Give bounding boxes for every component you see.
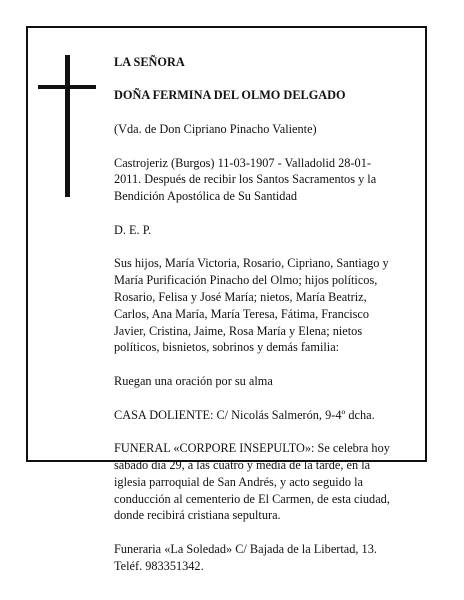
title-line: LA SEÑORA <box>114 54 185 69</box>
cross-icon-crossbar <box>38 85 96 89</box>
deceased-name: DOÑA FERMINA DEL OLMO DELGADO <box>114 88 346 103</box>
funeral-paragraph: FUNERAL «CORPORE INSEPULTO»: Se celebra hoy sábado día 29, a las cuatro y media de la tarde, en la iglesia parroquial de San Andrés, y acto seguido la conducción al cementerio de El Carmen, de esta ciudad, donde recibirá cristiana sepultura. <box>114 441 390 523</box>
cross-icon <box>65 55 70 197</box>
prayer-line: Ruegan una oración por su alma <box>114 373 273 388</box>
obituary-text <box>114 37 426 591</box>
dates-paragraph: Castrojeriz (Burgos) 11-03-1907 - Valladolid 28-01- 2011. Después de recibir los Santos Sacramentos y la Bendición Apostólica de Su Santidad <box>114 155 377 204</box>
house-line: CASA DOLIENTE: C/ Nicolás Salmerón, 9-4º dcha. <box>114 407 375 422</box>
family-paragraph: Sus hijos, María Victoria, Rosario, Cipriano, Santiago y María Purificación Pinacho del Olmo; hijos políticos, Rosario, Felisa y José María; nietos, María Beatriz, Carlos, Ana María, María Teresa, Fátima, Francisco Javier, Cristina, Jaime, Rosa María y Elena; nietos políticos, bisnietos, sobrinos y demás familia: <box>114 256 389 355</box>
widow-of: (Vda. de Don Cipriano Pinacho Valiente) <box>114 121 317 136</box>
dep-line: D. E. P. <box>114 222 152 237</box>
funeral-home-line: Funeraria «La Soledad» C/ Bajada de la Libertad, 13. Teléf. 983351342. <box>114 541 377 573</box>
